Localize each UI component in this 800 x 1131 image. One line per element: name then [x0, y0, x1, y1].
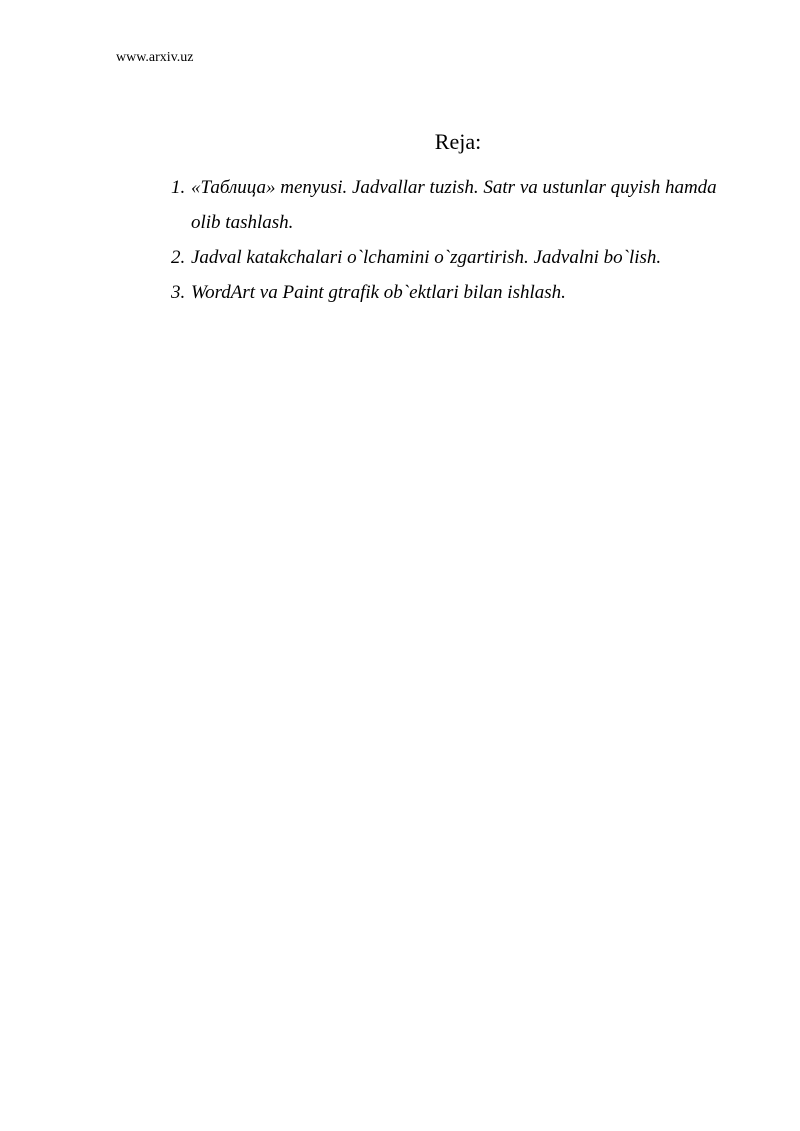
- plan-item-text: WordArt va Paint gtrafik ob`ektlari bilan ishlash.: [191, 282, 566, 303]
- plan-list: [171, 170, 741, 310]
- plan-item-1: [171, 170, 741, 240]
- plan-title: Reja:: [434, 129, 482, 154]
- header-url: www.arxiv.uz: [116, 50, 194, 65]
- plan-item-text: Jadval katakchalari o`lchamini o`zgartirish. Jadvalni bo`lish.: [191, 247, 662, 268]
- plan-item-3: [171, 275, 741, 310]
- plan-item-number: 2.: [171, 247, 186, 268]
- plan-item-text: «Таблица» menyusi. Jadvallar tuzish. Satr va ustunlar quyish hamda olib tashlash.: [191, 177, 717, 233]
- plan-item-number: 3.: [171, 282, 186, 303]
- plan-item-2: [171, 240, 741, 275]
- plan-item-number: 1.: [171, 177, 186, 198]
